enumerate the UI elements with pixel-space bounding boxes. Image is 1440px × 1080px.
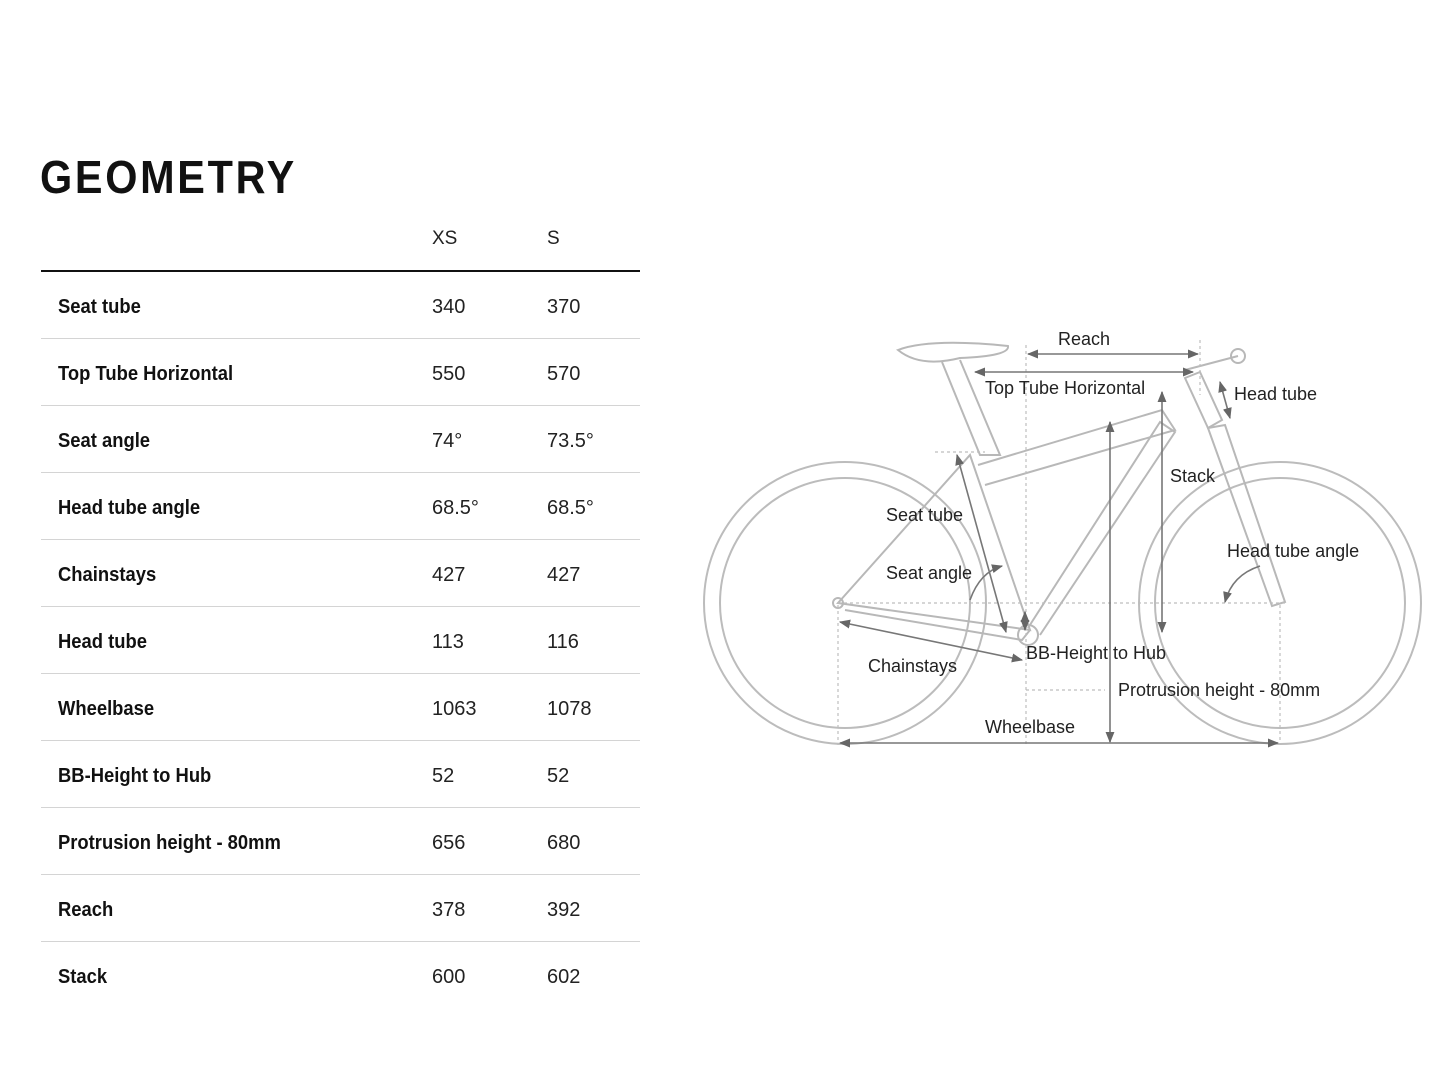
value-s: 68.5° bbox=[547, 497, 594, 519]
table-row bbox=[41, 875, 640, 942]
table-row bbox=[41, 741, 640, 808]
label-stack: Stack bbox=[1170, 466, 1216, 486]
value-xs: 340 bbox=[432, 296, 466, 318]
value-xs: 427 bbox=[432, 564, 466, 586]
label-chainstays: Chainstays bbox=[868, 656, 958, 676]
table-row bbox=[41, 540, 640, 607]
page-title: GEOMETRY bbox=[40, 151, 297, 203]
label-reach: Reach bbox=[1058, 329, 1111, 349]
table-row bbox=[41, 607, 640, 674]
row-label: Wheelbase bbox=[58, 698, 155, 720]
table-row bbox=[41, 942, 640, 1008]
table-row bbox=[41, 406, 640, 473]
table-header bbox=[41, 218, 640, 272]
row-label: Protrusion height - 80mm bbox=[58, 832, 281, 854]
value-s: 427 bbox=[547, 564, 581, 586]
value-xs: 113 bbox=[432, 631, 464, 653]
value-xs: 74° bbox=[432, 430, 463, 452]
value-xs: 550 bbox=[432, 363, 466, 385]
table-row bbox=[41, 473, 640, 540]
value-xs: 378 bbox=[432, 899, 466, 921]
table-row bbox=[41, 272, 640, 339]
label-head-tube-angle: Head tube angle bbox=[1227, 541, 1360, 561]
value-s: 602 bbox=[547, 966, 581, 988]
row-label: Head tube angle bbox=[58, 497, 201, 519]
value-xs: 68.5° bbox=[432, 497, 479, 519]
value-xs: 1063 bbox=[432, 698, 477, 720]
label-bb-height: BB-Height to Hub bbox=[1026, 643, 1167, 663]
label-seat-angle: Seat angle bbox=[886, 563, 973, 583]
value-s: 52 bbox=[547, 765, 570, 787]
column-header-s: S bbox=[547, 228, 560, 249]
label-protrusion: Protrusion height - 80mm bbox=[1118, 680, 1321, 700]
column-header-xs: XS bbox=[432, 228, 458, 249]
value-xs: 52 bbox=[432, 765, 455, 787]
row-label: Seat angle bbox=[58, 430, 151, 452]
value-s: 392 bbox=[547, 899, 581, 921]
bike-geometry-diagram bbox=[690, 320, 1430, 760]
table-row bbox=[41, 674, 640, 741]
geometry-table bbox=[41, 218, 640, 1008]
value-s: 73.5° bbox=[547, 430, 594, 452]
table-row bbox=[41, 339, 640, 406]
table-row bbox=[41, 808, 640, 875]
value-xs: 656 bbox=[432, 832, 466, 854]
row-label: Reach bbox=[58, 899, 114, 921]
label-seat-tube: Seat tube bbox=[886, 505, 964, 525]
label-wheelbase: Wheelbase bbox=[985, 717, 1076, 737]
label-head-tube: Head tube bbox=[1234, 384, 1318, 404]
row-label: Chainstays bbox=[58, 564, 157, 586]
row-label: Head tube bbox=[58, 631, 147, 653]
row-label: Stack bbox=[58, 966, 108, 988]
row-label: BB-Height to Hub bbox=[58, 765, 212, 787]
value-s: 570 bbox=[547, 363, 581, 385]
row-label: Top Tube Horizontal bbox=[58, 363, 234, 385]
value-s: 370 bbox=[547, 296, 581, 318]
value-xs: 600 bbox=[432, 966, 466, 988]
value-s: 680 bbox=[547, 832, 581, 854]
label-top-tube: Top Tube Horizontal bbox=[985, 378, 1146, 398]
value-s: 1078 bbox=[547, 698, 592, 720]
value-s: 116 bbox=[547, 631, 579, 653]
row-label: Seat tube bbox=[58, 296, 141, 318]
